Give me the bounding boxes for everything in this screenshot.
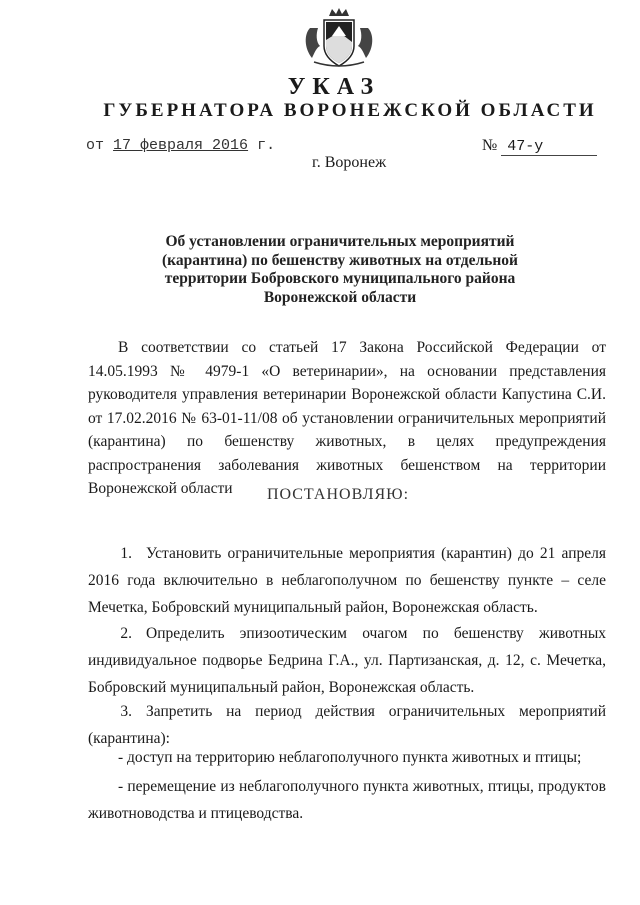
date-prefix: от <box>86 137 105 154</box>
decree-item <box>88 540 606 621</box>
item-number: 1. <box>120 545 132 562</box>
decree-subitem: - доступ на территорию неблагополучного пункта животных и птицы; <box>118 749 582 766</box>
number-label: № <box>482 137 498 154</box>
decree-item <box>88 620 606 701</box>
decree-subject: Об установлении ограничительных мероприятий (карантина) по бешенству животных на отдельной территории Бобровского муниципального района Воронежской области <box>162 233 518 306</box>
coat-of-arms-icon <box>296 6 382 70</box>
decree-date <box>86 137 275 154</box>
preamble-paragraph: В соответствии со статьей 17 Закона Российской Федерации от 14.05.1993 № 4979-1 «О ветеринарии», на основании представления руководителя управления ветеринарии Воронежской области Капустина С.И. от 17.02.2016 № 63-01-11/08 об установлении ограничительных мероприятий (карантина) по бешенству животных, в целях предупреждения распространения заболевания животных бешенством на территории Воронежской области <box>88 339 606 497</box>
decree-subitem: - перемещение из неблагополучного пункта животных, птицы, продуктов животноводства и птицеводства. <box>88 778 606 822</box>
item-text: Определить эпизоотическим очагом по бешенству животных индивидуальное подворье Бедрина Г.А., ул. Партизанская, д. 12, с. Мечетка, Бобровский муниципальный район, Воронежская область. <box>88 625 606 696</box>
item-number: 2. <box>120 625 132 642</box>
city: г. Воронеж <box>312 154 387 171</box>
date-suffix: г. <box>257 137 276 154</box>
decree-number <box>482 137 608 156</box>
date-value: 17 февраля 2016 <box>113 137 249 154</box>
item-text: Запретить на период действия ограничительных мероприятий (карантина): <box>88 703 606 747</box>
decree-title: УКАЗ <box>287 74 381 100</box>
resolve-heading: ПОСТАНОВЛЯЮ: <box>266 486 410 503</box>
item-number: 3. <box>120 703 132 720</box>
issuer-title: ГУБЕРНАТОРА ВОРОНЕЖСКОЙ ОБЛАСТИ <box>103 100 597 121</box>
number-value: 47-у <box>501 138 597 156</box>
item-text: Установить ограничительные мероприятия (карантин) до 21 апреля 2016 года включительно в неблагополучном по бешенству пункте – селе Мечетка, Бобровский муниципальный район, Воронежская область. <box>88 545 606 616</box>
